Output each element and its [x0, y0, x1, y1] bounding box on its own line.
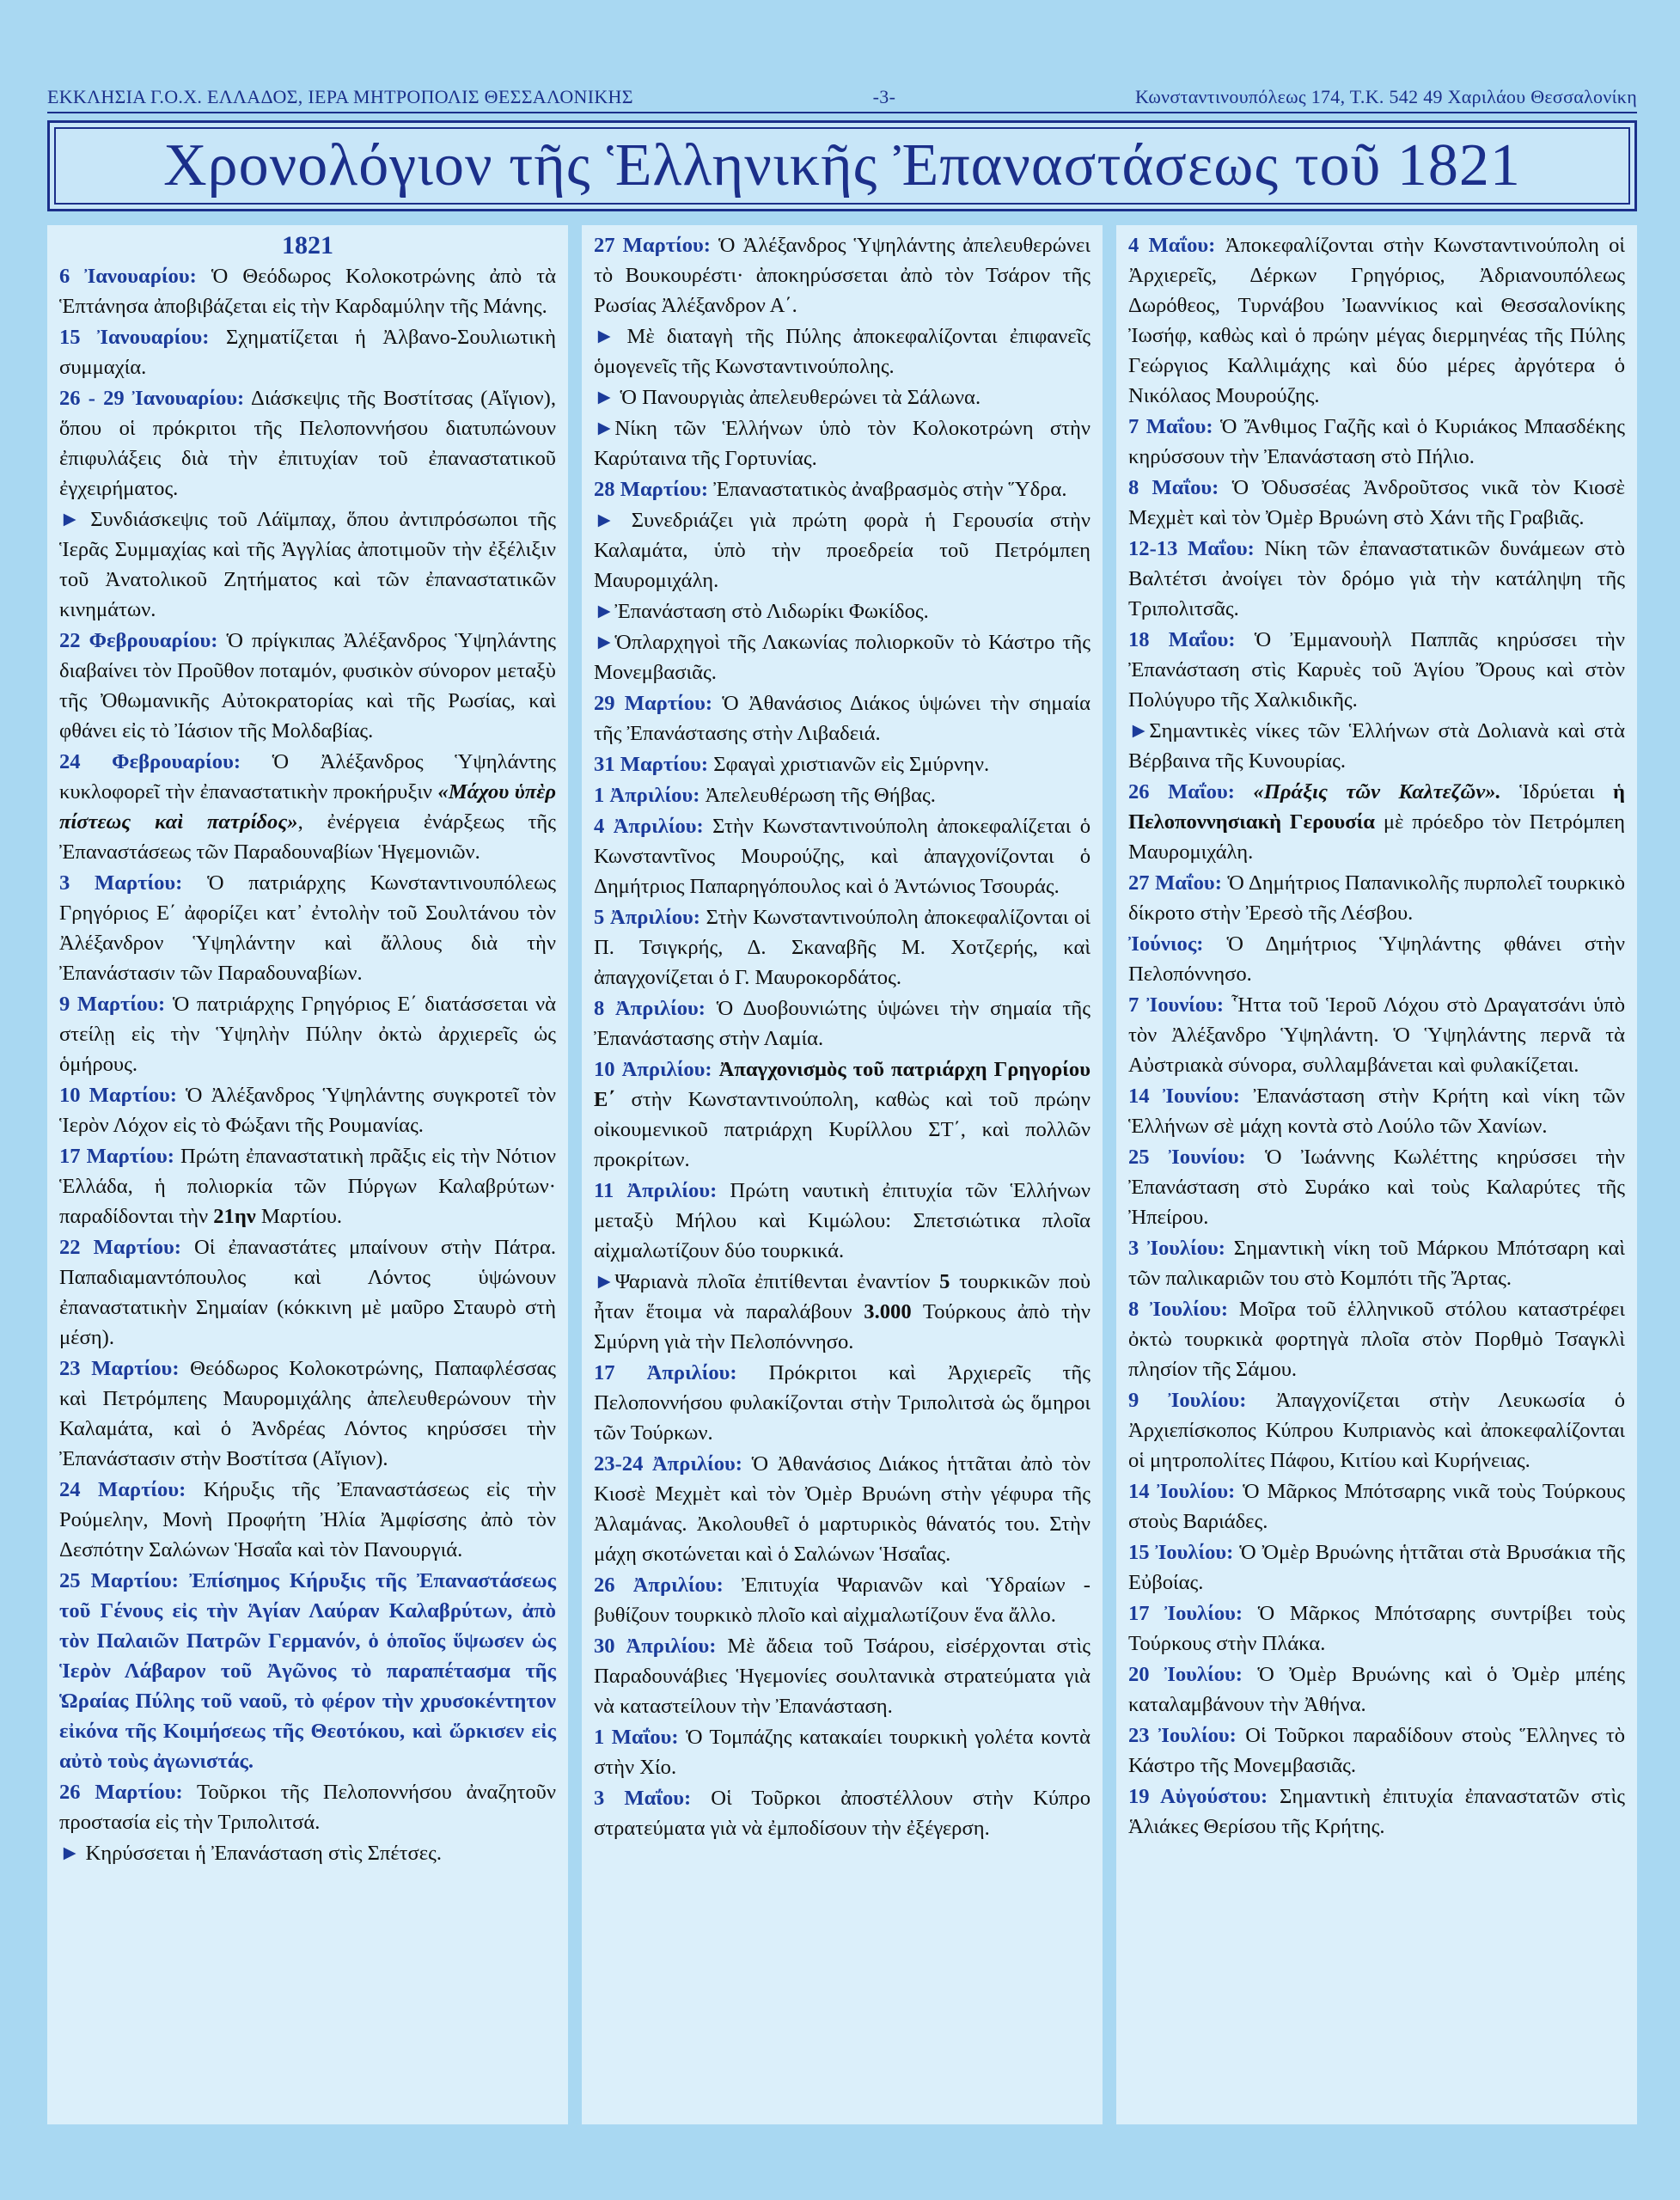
list-item: 24 Φεβρουαρίου: Ὁ Ἀλέξανδρος Ὑψηλάντης κυκλοφορεῖ τὴν ἐπαναστατικὴν προκήρυξιν «Μάχου ὑπὲρ πίστεως καὶ πατρίδος», ἐνέργεια ἐνάρξεως τῆς Ἐπαναστάσεως τῶν Παραδουναβίων Ἡγεμονιῶν.	[59, 750, 557, 864]
list-item: 15 Ἰανουαρίου: Σχηματίζεται ἡ Ἀλβανο-Σουλιωτικὴ συμμαχία.	[59, 326, 556, 379]
list-item: 3 Μαΐου: Οἱ Τοῦρκοι ἀποστέλλουν στὴν Κύπρο στρατεύματα γιὰ νὰ ἐμποδίσουν τὴν ἐξέγερση.	[594, 1787, 1091, 1840]
list-item: 25 Ἰουνίου: Ὁ Ἰωάννης Κωλέττης κηρύσσει τὴν Ἐπανάσταση στὸ Συράκο καὶ τοὺς Καλαρύτες τῆς Ἠπείρου.	[1128, 1146, 1626, 1229]
page-title: Χρονολόγιον τῆς Ἑλληνικῆς Ἐπαναστάσεως τοῦ 1821	[163, 132, 1521, 199]
list-item: 19 Αὐγούστου: Σημαντικὴ ἐπιτυχία ἐπαναστατῶν στὶς Ἁλιάκες Θερίσου τῆς Κρήτης.	[1128, 1785, 1625, 1838]
page-header	[47, 86, 1637, 108]
list-item: 31 Μαρτίου: Σφαγαὶ χριστιανῶν εἰς Σμύρνην.	[594, 753, 990, 776]
column-2	[582, 225, 1103, 2124]
list-item: 3 Ἰουλίου: Σημαντικὴ νίκη τοῦ Μάρκου Μπότσαρη καὶ τῶν παλικαριῶν του στὸ Κομπότι τῆς Ἄρτας.	[1128, 1237, 1625, 1290]
list-item: 17 Μαρτίου: Πρώτη ἐπαναστατικὴ πρᾶξις εἰς τὴν Νότιον Ἑλλάδα, ἡ πολιορκία τῶν Πύργων Καλαβρύτων· παραδίδονται τὴν 21ην Μαρτίου.	[59, 1145, 556, 1228]
arrow-icon: ►	[594, 509, 615, 532]
list-item: 22 Μαρτίου: Οἱ ἐπαναστάτες μπαίνουν στὴν Πάτρα. Παπαδιαμαντόπουλος καὶ Λόντος ὑψώνουν ἐπαναστατικὴν Σημαίαν (κόκκινη μὲ μαῦρο Σταυρὸ στὴ μέση).	[59, 1236, 556, 1349]
header-address: Κωνσταντινουπόλεως 174, Τ.Κ. 542 49 Χαριλάου Θεσσαλονίκη	[1135, 86, 1637, 107]
list-item: 7 Ἰουνίου: Ἧττα τοῦ Ἱεροῦ Λόχου στὸ Δραγατσάνι ὑπὸ τὸν Ἀλέξανδρο Ὑψηλάντη. Ὁ Ὑψηλάντης περνᾶ τὰ Αὐστριακὰ σύνορα, συλλαμβάνεται καὶ φυλακίζεται.	[1128, 993, 1625, 1077]
list-item: 12-13 Μαΐου: Νίκη τῶν ἐπαναστατικῶν δυνάμεων στὸ Βαλτέτσι ἀνοίγει τὸν δρόμο γιὰ τὴν κατάληψη τῆς Τριπολιτσᾶς.	[1128, 537, 1625, 620]
list-item: 23-24 Ἀπριλίου: Ὁ Ἀθανάσιος Διάκος ἡττᾶται ἀπὸ τὸν Κιοσὲ Μεχμὲτ καὶ τὸν Ὀμὲρ Βρυώνη στὴν γέφυρα τῆς Ἀλαμάνας. Ἀκολουθεῖ ὁ μαρτυρικὸς θάνατός του. Στὴν μάχη σκοτώνεται καὶ ὁ Σαλώνων Ἡσαΐας.	[594, 1452, 1090, 1566]
list-item: 1 Ἀπριλίου: Ἀπελευθέρωση τῆς Θήβας.	[594, 784, 936, 807]
list-item-highlight: 25 Μαρτίου: Ἐπίσημος Κήρυξις τῆς Ἐπαναστάσεως τοῦ Γένους εἰς τὴν Ἁγίαν Λαύραν Καλαβρύτων, ἀπὸ τὸν Παλαιῶν Πατρῶν Γερμανόν, ὁ ὁποῖος ὕψωσεν ὡς Ἱερὸν Λάβαρον τοῦ Ἀγῶνος τὸ παραπέτασμα τῆς Ὡραίας Πύλης τοῦ ναοῦ, τὸ φέρον τὴν χρυσοκέντητον εἰκόνα τῆς Κοιμήσεως τῆς Θεοτόκου, καὶ ὥρκισεν εἰς αὐτὸ τοὺς ἀγωνιστάς.	[59, 1569, 556, 1773]
list-item: 30 Ἀπριλίου: Μὲ ἄδεια τοῦ Τσάρου, εἰσέρχονται στὶς Παραδουνάβιες Ἡγεμονίες σουλτανικὰ στρατεύματα γιὰ νὰ καταστείλουν τὴν Ἐπανάσταση.	[594, 1635, 1090, 1718]
header-rule	[47, 112, 1637, 113]
arrow-icon: ►	[594, 600, 615, 623]
list-item: ►Ὁπλαρχηγοὶ τῆς Λακωνίας πολιορκοῦν τὸ Κάστρο τῆς Μονεμβασιᾶς.	[594, 631, 1090, 684]
arrow-icon: ►	[59, 508, 81, 531]
list-item: 26 Ἀπριλίου: Ἐπιτυχία Ψαριανῶν καὶ Ὑδραίων - βυθίζουν τουρκικὸ πλοῖο καὶ αἰχμαλωτίζουν ἕνα ἄλλο.	[594, 1574, 1090, 1627]
list-item: 5 Ἀπριλίου: Στὴν Κωνσταντινούπολη ἀποκεφαλίζονται οἱ Π. Τσιγκρής, Δ. Σκαναβῆς Μ. Χοτζερής, καὶ ἀπαγχονίζεται ὁ Γ. Μαυροκορδάτος.	[594, 906, 1090, 989]
page-number: -3-	[872, 86, 896, 107]
chronology-columns	[47, 225, 1637, 2124]
list-item: 29 Μαρτίου: Ὁ Ἀθανάσιος Διάκος ὑψώνει τὴν σημαία τῆς Ἐπανάστασης στὴν Λιβαδειά.	[594, 692, 1090, 745]
title-box	[47, 120, 1637, 211]
arrow-icon: ►	[59, 1842, 81, 1865]
list-item: 8 Ἰουλίου: Μοῖρα τοῦ ἑλληνικοῦ στόλου καταστρέφει ὀκτὼ τουρκικὰ φορτηγὰ πλοῖα στὸν Πορθμὸ Τσαγκλὶ πλησίον τῆς Σάμου.	[1128, 1298, 1625, 1381]
list-item: 18 Μαΐου: Ὁ Ἐμμανουὴλ Παππᾶς κηρύσσει τὴν Ἐπανάσταση στὶς Καρυὲς τοῦ Ἁγίου Ὄρους καὶ στὸν Πολύγυρο τῆς Χαλκιδικῆς.	[1128, 628, 1625, 712]
list-item: 7 Μαΐου: Ὁ Ἄνθιμος Γαζῆς καὶ ὁ Κυριάκος Μπασδέκης κηρύσσουν τὴν Ἐπανάσταση στὸ Πήλιο.	[1128, 415, 1625, 468]
list-item: ► Μὲ διαταγὴ τῆς Πύλης ἀποκεφαλίζονται ἐπιφανεῖς ὁμογενεῖς τῆς Κωνσταντινούπολης.	[594, 325, 1090, 378]
list-item: 14 Ἰουλίου: Ὁ Μᾶρκος Μπότσαρης νικᾶ τοὺς Τούρκους στοὺς Βαριάδες.	[1128, 1480, 1625, 1533]
column-1	[47, 225, 568, 2124]
column-3	[1116, 225, 1637, 2124]
list-item: ► Ὁ Πανουργιὰς ἀπελευθερώνει τὰ Σάλωνα.	[594, 386, 981, 409]
list-item: Ἰούνιος: Ὁ Δημήτριος Ὑψηλάντης φθάνει στὴν Πελοπόννησο.	[1128, 932, 1625, 986]
list-item: 17 Ἀπριλίου: Πρόκριτοι καὶ Ἀρχιερεῖς τῆς Πελοποννήσου φυλακίζονται στὴν Τριπολιτσὰ ὡς ὅμηροι τῶν Τούρκων.	[594, 1361, 1090, 1445]
list-item: ►Ἐπανάσταση στὸ Λιδωρίκι Φωκίδος.	[594, 600, 929, 623]
list-item: 10 Μαρτίου: Ὁ Ἀλέξανδρος Ὑψηλάντης συγκροτεῖ τὸν Ἱερὸν Λόχον εἰς τὸ Φώξανι τῆς Ρουμανίας.	[59, 1084, 556, 1137]
list-item: 11 Ἀπριλίου: Πρώτη ναυτικὴ ἐπιτυχία τῶν Ἑλλήνων μεταξὺ Μήλου καὶ Κιμώλου: Σπετσιώτικα πλοῖα αἰχμαλωτίζουν δύο τουρκικά.	[594, 1179, 1090, 1262]
list-item: 14 Ἰουνίου: Ἐπανάσταση στὴν Κρήτη καὶ νίκη τῶν Ἑλλήνων σὲ μάχη κοντὰ στὸ Λούλο τῶν Χανίων.	[1128, 1085, 1625, 1138]
list-item: 10 Ἀπριλίου: Ἀπαγχονισμὸς τοῦ πατριάρχη Γρηγορίου Ε΄ στὴν Κωνσταντινούπολη, καθὼς καὶ τοῦ πρώην οἰκουμενικοῦ πατριάρχη Κυρίλλου ΣΤ΄, καὶ πολλῶν προκρίτων.	[594, 1058, 1090, 1171]
arrow-icon: ►	[594, 417, 615, 440]
list-item: 4 Μαΐου: Ἀποκεφαλίζονται στὴν Κωνσταντινούπολη οἱ Ἀρχιερεῖς, Δέρκων Γρηγόριος, Ἀδριανουπόλεως Δωρόθεος, Τυρνάβου Ἰωαννίκιος καὶ Θεσσαλονίκης Ἰωσήφ, καθὼς καὶ ὁ πρώην μέγας διερμηνέας τῆς Πύλης Γεώργιος Καλλιμάχης καὶ δύο μέρες ἀργότερα ὁ Νικόλαος Μουρούζης.	[1128, 234, 1625, 407]
list-item: ► Συνδιάσκεψις τοῦ Λάϊμπαχ, ὅπου ἀντιπρόσωποι τῆς Ἱερᾶς Συμμαχίας καὶ τῆς Ἀγγλίας ἀποτιμοῦν τὴν ἐξέλιξιν τοῦ Ἀνατολικοῦ Ζητήματος καὶ τῶν ἐπαναστατικῶν κινημάτων.	[59, 508, 556, 621]
list-item: 15 Ἰουλίου: Ὁ Ὀμὲρ Βρυώνης ἡττᾶται στὰ Βρυσάκια τῆς Εὐβοίας.	[1128, 1541, 1626, 1594]
list-item: 26 - 29 Ἰανουαρίου: Διάσκεψις τῆς Βοστίτσας (Αἴγιον), ὅπου οἱ πρόκριτοι τῆς Πελοποννήσου διατυπώνουν ἐπιφυλάξεις διὰ τὴν ἐπιτυχίαν τοῦ ἐπαναστατικοῦ ἐγχειρήματος.	[59, 387, 556, 500]
list-item: ► Κηρύσσεται ἡ Ἐπανάσταση στὶς Σπέτσες.	[59, 1842, 443, 1865]
list-item: 22 Φεβρουαρίου: Ὁ πρίγκιπας Ἀλέξανδρος Ὑψηλάντης διαβαίνει τὸν Προῦθον ποταμόν, φυσικὸν σύνορον μεταξὺ τῆς Ὀθωμανικῆς Αὐτοκρατορίας καὶ τῆς Ρωσίας, καὶ φθάνει εἰς τὸ Ἰάσιον τῆς Μολδαβίας.	[59, 629, 557, 742]
arrow-icon: ►	[594, 386, 615, 409]
list-item: 23 Ἰουλίου: Οἱ Τοῦρκοι παραδίδουν στοὺς Ἕλληνες τὸ Κάστρο τῆς Μονεμβασιᾶς.	[1128, 1724, 1626, 1777]
list-item: 4 Ἀπριλίου: Στὴν Κωνσταντινούπολη ἀποκεφαλίζεται ὁ Κωνσταντῖνος Μουρούζης, καὶ ἀπαγχονίζονται ὁ Δημήτριος Παπαρηγόπουλος καὶ ὁ Ἀντώνιος Τσουράς.	[594, 815, 1090, 898]
arrow-icon: ►	[1128, 719, 1150, 742]
list-item: 28 Μαρτίου: Ἐπαναστατικὸς ἀναβρασμὸς στὴν Ὕδρα.	[594, 478, 1067, 501]
list-item: 6 Ἰανουαρίου: Ὁ Θεόδωρος Κολοκοτρώνης ἀπὸ τὰ Ἑπτάνησα ἀποβιβάζεται εἰς τὴν Καρδαμύλην τῆς Μάνης.	[59, 265, 556, 318]
list-item: 26 Μαΐου: «Πράξις τῶν Καλτεζῶν». Ἱδρύεται ἡ Πελοποννησιακὴ Γερουσία μὲ πρόεδρο τὸν Πετρόμπεη Μαυρομιχάλη.	[1128, 780, 1625, 864]
year-heading: 1821	[282, 231, 333, 260]
list-item: 8 Ἀπριλίου: Ὁ Δυοβουνιώτης ὑψώνει τὴν σημαία τῆς Ἐπανάστασης στὴν Λαμία.	[594, 997, 1090, 1050]
list-item: 26 Μαρτίου: Τοῦρκοι τῆς Πελοποννήσου ἀναζητοῦν προστασία εἰς τὴν Τριπολιτσά.	[59, 1781, 556, 1834]
list-item: 27 Μαρτίου: Ὁ Ἀλέξανδρος Ὑψηλάντης ἀπελευθερώνει τὸ Βουκουρέστι· ἀποκηρύσσεται ἀπὸ τὸν Τσάρον τῆς Ρωσίας Ἀλέξανδρον Α΄.	[594, 234, 1091, 317]
list-item: 24 Μαρτίου: Κήρυξις τῆς Ἐπαναστάσεως εἰς τὴν Ρούμελην, Μονὴ Προφήτη Ἠλία Ἀμφίσσης ἀπὸ τὸν Δεσπότην Σαλώνων Ἡσαΐα καὶ τὸν Πανουργιά.	[59, 1478, 556, 1561]
list-item: 27 Μαΐου: Ὁ Δημήτριος Παπανικολῆς πυρπολεῖ τουρκικὸ δίκροτο στὴν Ἐρεσὸ τῆς Λέσβου.	[1128, 871, 1626, 925]
list-item: 17 Ἰουλίου: Ὁ Μᾶρκος Μπότσαρης συντρίβει τοὺς Τούρκους στὴν Πλάκα.	[1128, 1602, 1625, 1655]
header-publisher: ΕΚΚΛΗΣΙΑ Γ.Ο.Χ. ΕΛΛΑΔΟΣ, ΙΕΡΑ ΜΗΤΡΟΠΟΛΙΣ ΘΕΣΣΑΛΟΝΙΚΗΣ	[47, 86, 633, 107]
arrow-icon: ►	[594, 631, 615, 654]
list-item: 9 Μαρτίου: Ὁ πατριάρχης Γρηγόριος Ε΄ διατάσσεται νὰ στείλῃ εἰς τὴν Ὑψηλὴν Πύλην ὀκτὼ ἀρχιερεῖς ὡς ὁμήρους.	[59, 993, 556, 1076]
list-item: 8 Μαΐου: Ὁ Ὀδυσσέας Ἀνδροῦτσος νικᾶ τὸν Κιοσὲ Μεχμὲτ καὶ τὸν Ὀμὲρ Βρυώνη στὸ Χάνι τῆς Γραβιᾶς.	[1128, 476, 1626, 529]
list-item: ► Συνεδριάζει γιὰ πρώτη φορὰ ἡ Γερουσία στὴν Καλαμάτα, ὑπὸ τὴν προεδρεία τοῦ Πετρόμπεη Μαυρομιχάλη.	[594, 509, 1090, 592]
arrow-icon: ►	[594, 1270, 615, 1293]
list-item: ►Ψαριανὰ πλοῖα ἐπιτίθενται ἐναντίον 5 τουρκικῶν ποὺ ἦταν ἕτοιμα νὰ παραλάβουν 3.000 Τούρκους ἀπὸ τὴν Σμύρνη γιὰ τὴν Πελοπόννησο.	[594, 1270, 1090, 1354]
list-item: ►Νίκη τῶν Ἑλλήνων ὑπὸ τὸν Κολοκοτρώνη στὴν Καρύταινα τῆς Γορτυνίας.	[594, 417, 1090, 470]
list-item: 23 Μαρτίου: Θεόδωρος Κολοκοτρώνης, Παπαφλέσσας καὶ Πετρόμπεης Μαυρομιχάλης ἀπελευθερώνουν τὴν Καλαμάτα, καὶ ὁ Ἀνδρέας Λόντος κηρύσσει τὴν Ἐπανάστασιν στὴν Βοστίτσα (Αἴγιον).	[59, 1357, 557, 1470]
list-item: 1 Μαΐου: Ὁ Τομπάζης κατακαίει τουρκικὴ γολέτα κοντὰ στὴν Χίο.	[594, 1726, 1090, 1779]
list-item: 9 Ἰουλίου: Ἀπαγχονίζεται στὴν Λευκωσία ὁ Ἀρχιεπίσκοπος Κύπρου Κυπριανὸς καὶ ἀποκεφαλίζονται οἱ μητροπολίτες Πάφου, Κιτίου καὶ Κυρήνειας.	[1128, 1389, 1625, 1472]
list-item: 20 Ἰουλίου: Ὁ Ὀμὲρ Βρυώνης καὶ ὁ Ὀμὲρ μπέης καταλαμβάνουν τὴν Ἀθήνα.	[1128, 1663, 1625, 1716]
list-item: ►Σημαντικὲς νίκες τῶν Ἑλλήνων στὰ Δολιανὰ καὶ στὰ Βέρβαινα τῆς Κυνουρίας.	[1128, 719, 1625, 773]
arrow-icon: ►	[594, 325, 615, 348]
list-item: 3 Μαρτίου: Ὁ πατριάρχης Κωνσταντινουπόλεως Γρηγόριος Ε΄ ἀφορίζει κατ᾽ ἐντολὴν τοῦ Σουλτάνου τὸν Ἀλέξανδρον Ὑψηλάντην καὶ ἄλλους διὰ τὴν Ἐπανάστασιν τῶν Παραδουναβίων.	[59, 871, 557, 985]
